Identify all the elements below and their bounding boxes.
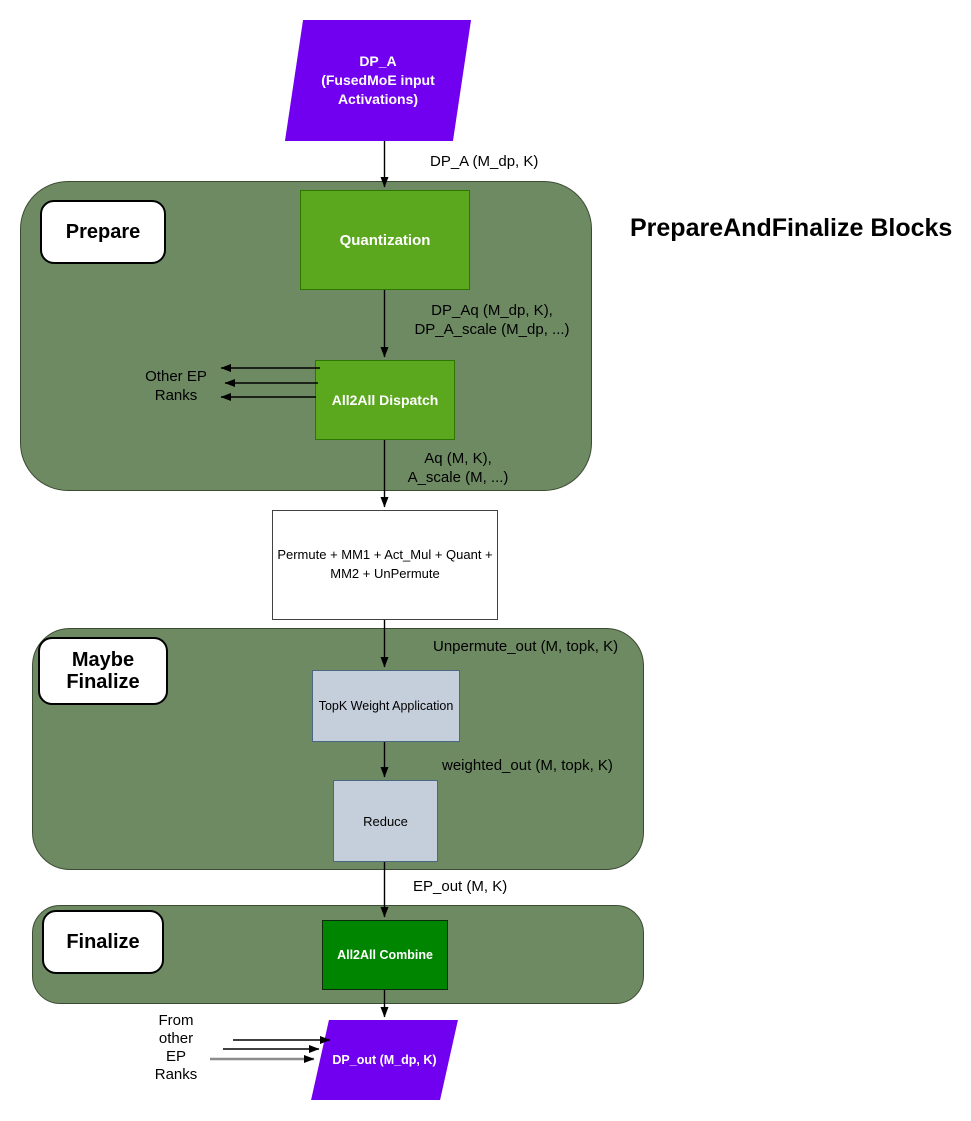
edge-label-unpermute-out: Unpermute_out (M, topk, K)	[433, 638, 619, 655]
quantization-node	[300, 190, 470, 290]
edge-label-weighted-out: weighted_out (M, topk, K)	[442, 757, 613, 774]
maybe-finalize-label-line2: Finalize	[66, 671, 140, 693]
maybe-finalize-label-pill	[38, 637, 168, 705]
edge-label-aq-line1: Aq (M, K),	[424, 450, 492, 467]
edge-label-dp-aq-line2: DP_A_scale (M_dp, ...)	[414, 321, 570, 338]
all2all-dispatch-node	[315, 360, 455, 440]
dp-a-label-line1: DP_A	[359, 53, 397, 70]
reduce-label: Reduce	[363, 813, 408, 829]
dp-a-node-label	[294, 20, 462, 141]
edge-label-ep-out: EP_out (M, K)	[413, 878, 508, 895]
edge-label-aq	[398, 449, 518, 487]
dp-out-label: DP_out (M_dp, K)	[332, 1052, 437, 1067]
all2all-combine-node	[322, 920, 448, 990]
fused-experts-label-line1: Permute + MM1 + Act_Mul + Quant +	[277, 547, 493, 563]
finalize-label-pill	[42, 910, 164, 974]
diagram-title: PrepareAndFinalize Blocks	[630, 214, 953, 242]
from-ranks-line4: Ranks	[154, 1066, 198, 1083]
fused-experts-label-line2: MM2 + UnPermute	[330, 566, 440, 581]
dp-a-label-line3: Activations)	[337, 90, 419, 107]
from-ranks-line3: EP	[165, 1048, 186, 1065]
prepare-label-pill	[40, 200, 166, 264]
from-ranks-line1: From	[158, 1012, 194, 1029]
edge-label-other-ep-line1: Other EP	[145, 368, 207, 385]
edge-label-dp-a: DP_A (M_dp, K)	[430, 153, 539, 170]
finalize-label: Finalize	[66, 930, 140, 953]
dp-out-output-node	[320, 1020, 449, 1100]
dp-a-input-node	[294, 20, 462, 141]
edge-label-dp-aq-line1: DP_Aq (M_dp, K),	[431, 302, 553, 319]
from-other-ranks-arrows	[210, 1040, 330, 1059]
prepare-label: Prepare	[65, 220, 141, 243]
all2all-dispatch-label: All2All Dispatch	[331, 392, 439, 408]
edge-label-aq-line2: A_scale (M, ...)	[407, 469, 509, 486]
edge-label-dp-aq	[407, 301, 577, 339]
edge-label-other-ep-line2: Ranks	[154, 387, 198, 404]
from-ranks-line2: other	[158, 1030, 194, 1047]
dp-a-label-line2: (FusedMoE input	[321, 72, 435, 89]
dp-out-node-label	[320, 1020, 449, 1100]
fused-experts-node	[272, 510, 498, 620]
quantization-label: Quantization	[339, 231, 431, 249]
reduce-node	[333, 780, 438, 862]
maybe-finalize-label-line1: Maybe	[71, 648, 135, 671]
edge-label-other-ep-ranks	[144, 367, 208, 405]
topk-weight-application-label: TopK Weight Application	[318, 699, 454, 713]
edge-label-from-other-ep-ranks	[146, 1012, 206, 1084]
all2all-combine-label: All2All Combine	[337, 948, 433, 962]
topk-weight-application-node	[312, 670, 460, 742]
